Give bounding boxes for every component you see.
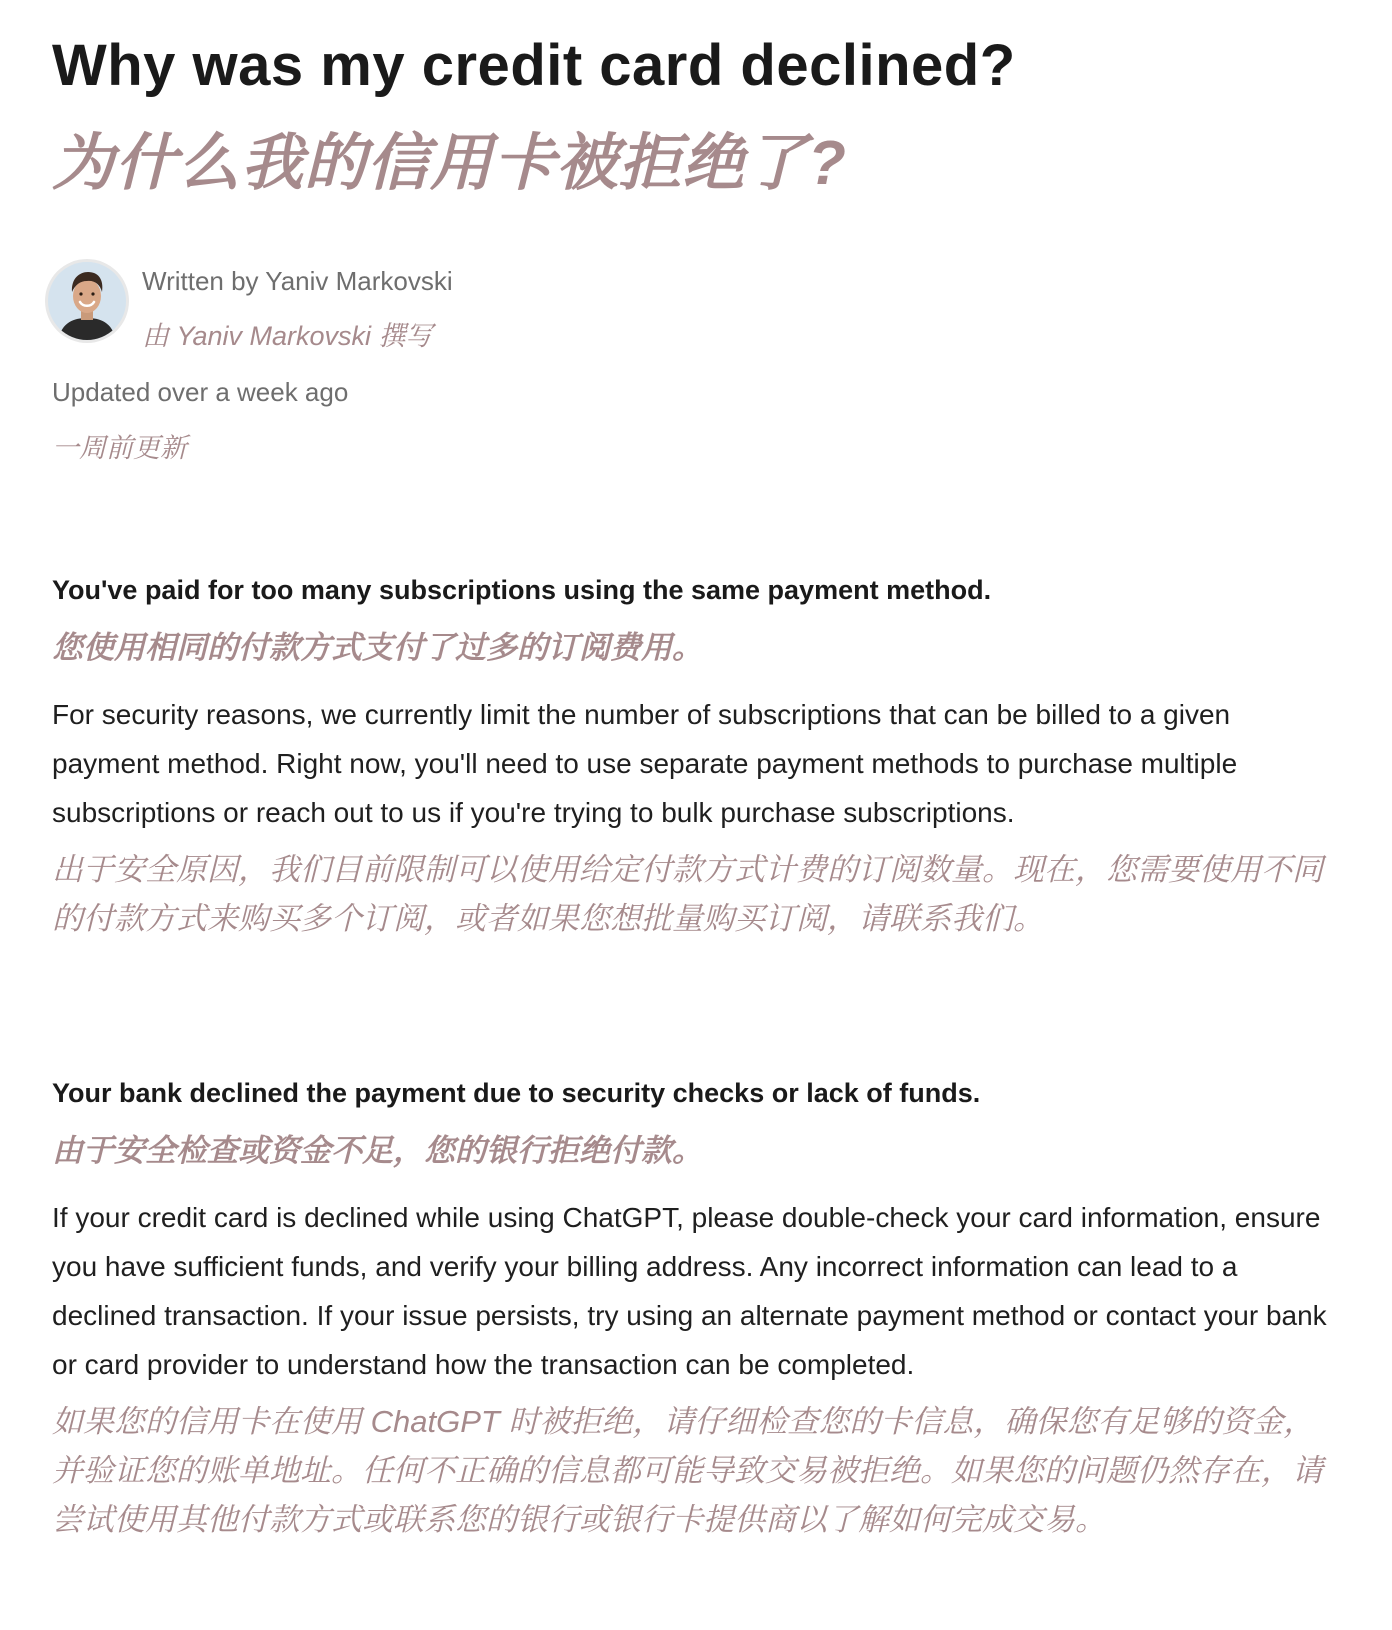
section-body-translation: 出于安全原因，我们目前限制可以使用给定付款方式计费的订阅数量。现在，您需要使用不同的付款方式来购买多个订阅，或者如果您想批量购买订阅，请联系我们。: [52, 852, 1323, 936]
updated-timestamp: Updated over a week ago: [52, 377, 349, 407]
section-body-translation: 如果您的信用卡在使用 ChatGPT 时被拒绝，请仔细检查您的卡信息，确保您有足够的资金，并验证您的账单地址。任何不正确的信息都可能导致交易被拒绝。如果您的问题仍然存在，请尝试使用其他付款方式或联系您的银行或银行卡提供商以了解如何完成交易。: [52, 1404, 1323, 1537]
updated-timestamp-translation: 一周前更新: [52, 433, 187, 463]
section-bank-declined: [52, 1075, 1342, 1544]
section-heading: Your bank declined the payment due to security checks or lack of funds.: [52, 1078, 981, 1108]
section-heading: You've paid for too many subscriptions using the same payment method.: [52, 575, 992, 605]
section-heading-translation: 由于安全检查或资金不足，您的银行拒绝付款。: [52, 1133, 703, 1168]
article-title: Why was my credit card declined?: [52, 33, 1016, 98]
section-too-many-subscriptions: [52, 572, 1342, 943]
author-avatar: [48, 262, 126, 340]
section-body: If your credit card is declined while using ChatGPT, please double-check your card information, ensure you have sufficient funds, and verify your billing address. Any incorrect information can lead to a declined transaction. If your issue persists, try using an alternate payment method or contact your bank or card provider to understand how the transaction can be completed.: [52, 1202, 1327, 1380]
section-body: For security reasons, we currently limit the number of subscriptions that can be billed to a given payment method. Right now, you'll need to use separate payment methods to purchase multiple subscriptions or reach out to us if you're trying to bulk purchase subscriptions.: [52, 699, 1238, 828]
author-name: Written by Yaniv Markovski: [142, 266, 453, 296]
section-heading-translation: 您使用相同的付款方式支付了过多的订阅费用。: [52, 630, 703, 665]
author-name-translation: 由 Yaniv Markovski 撰写: [142, 321, 433, 351]
article-title-translation: 为什么我的信用卡被拒绝了?: [52, 129, 847, 198]
avatar-portrait-icon: [48, 262, 126, 340]
